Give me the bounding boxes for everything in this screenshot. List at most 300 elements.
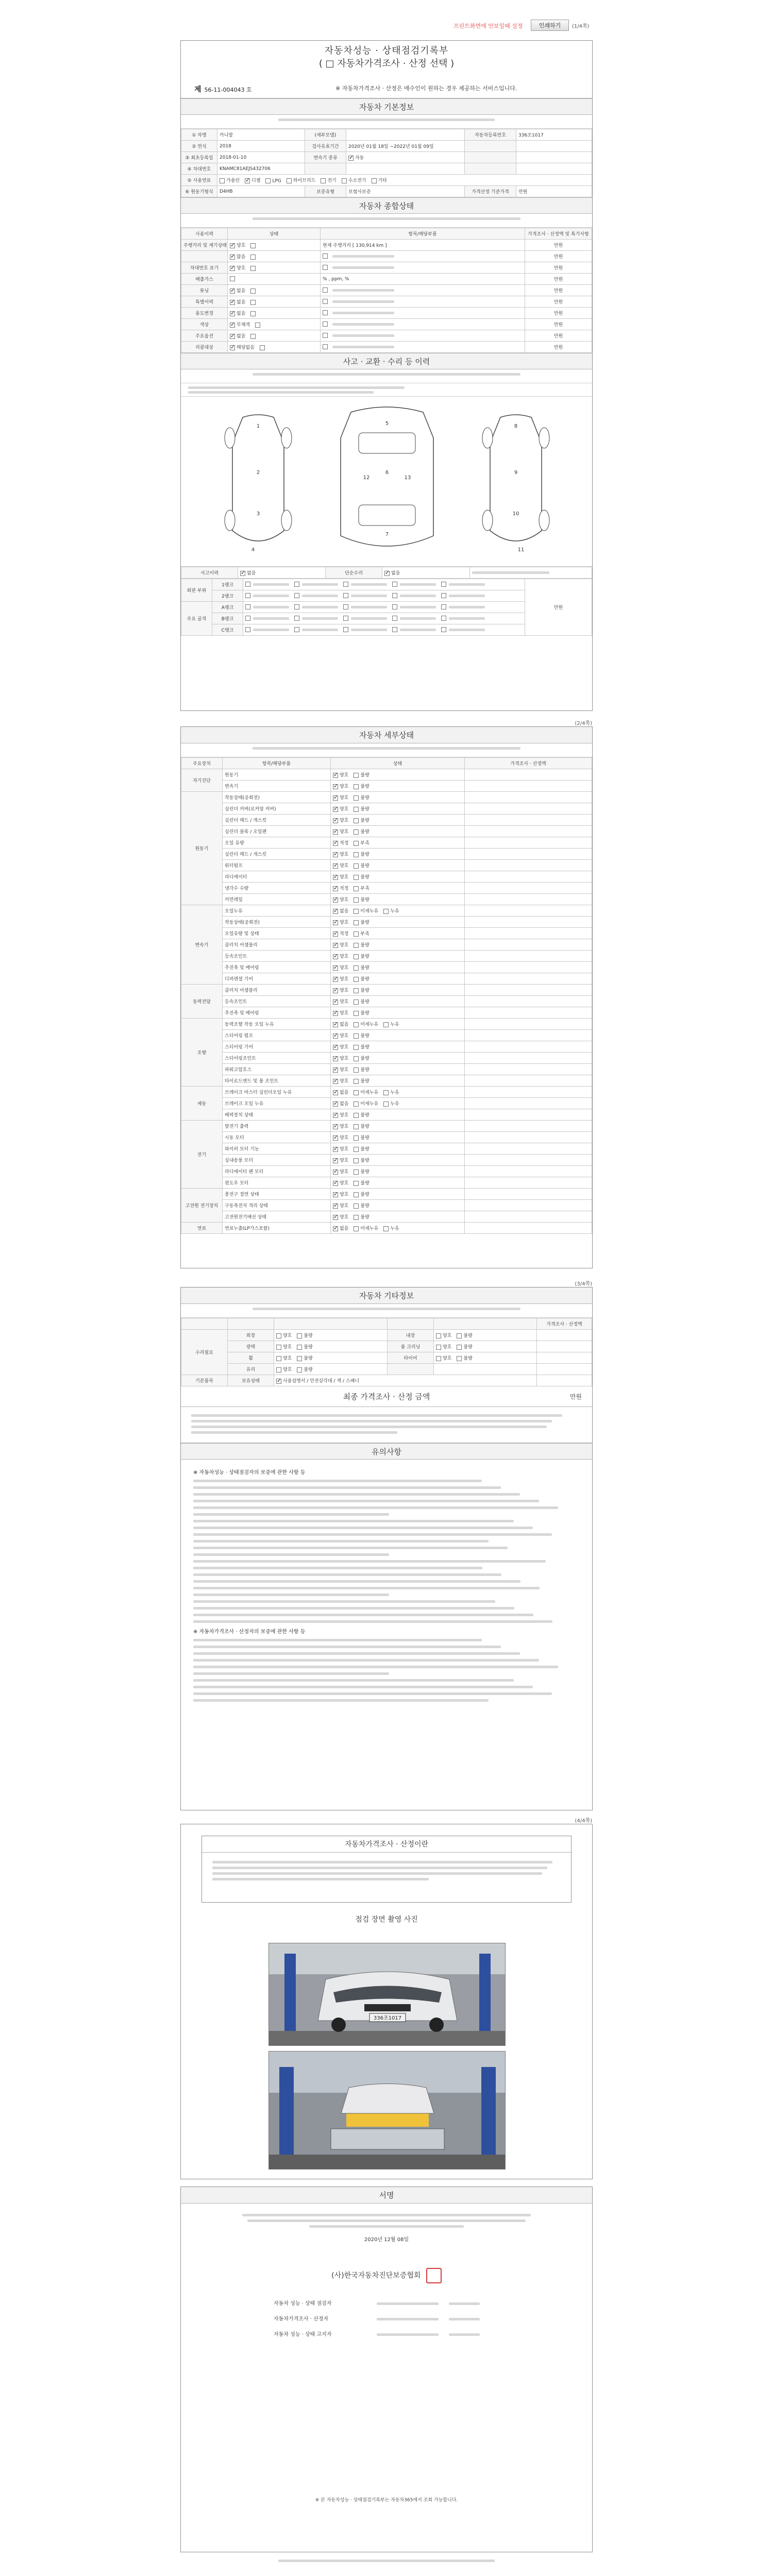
other-info-row xyxy=(181,1364,592,1375)
record-page-4 xyxy=(180,1818,593,2179)
details-state xyxy=(331,769,465,781)
option: 미세누유 xyxy=(354,1225,378,1231)
note-line xyxy=(193,1659,539,1662)
option: 양호 xyxy=(276,1354,292,1361)
option: 불량 xyxy=(354,896,369,903)
details-price xyxy=(465,837,592,849)
details-item-label: 타이로드엔드 및 볼 조인트 xyxy=(223,1075,331,1087)
checkbox xyxy=(392,604,397,609)
option: 불량 xyxy=(297,1343,312,1350)
fuel-option: 전기 xyxy=(321,177,336,183)
basic-info-title: 자동차 기본정보 xyxy=(181,98,592,115)
summary-detail xyxy=(321,262,525,274)
details-state xyxy=(331,1200,465,1211)
other-info-label: 유리 xyxy=(228,1364,274,1375)
other-info-table xyxy=(181,1318,592,1386)
checkbox xyxy=(333,1045,338,1050)
option: ✓ 양호 xyxy=(333,1111,348,1118)
summary-row xyxy=(181,342,592,353)
option: ✓ 양호 xyxy=(333,783,348,789)
signature-row xyxy=(274,2327,499,2343)
details-price xyxy=(465,905,592,917)
document-header xyxy=(181,41,592,98)
checkbox xyxy=(333,875,338,880)
details-item-label: 디퍼렌셜 기어 xyxy=(223,973,331,985)
state-option: ✓ 없음 xyxy=(230,298,245,305)
checkbox xyxy=(354,931,359,937)
basic-info-value xyxy=(516,163,592,175)
checkbox xyxy=(323,253,328,259)
other-info-row xyxy=(181,1341,592,1352)
note-line xyxy=(193,1500,539,1502)
checkbox xyxy=(250,289,256,294)
summary-price: 만원 xyxy=(525,308,592,319)
summary-row-label: 차대번호 표기 xyxy=(181,262,228,274)
checkbox xyxy=(441,593,446,598)
signature-role: 자동차가격조사 · 산정자 xyxy=(274,2316,329,2322)
option: ✓ 양호 xyxy=(333,896,348,903)
basic-info-row xyxy=(181,141,592,152)
checkbox xyxy=(354,863,359,869)
details-price xyxy=(465,985,592,996)
appraisal-explanation-box xyxy=(201,1836,572,1903)
basic-info-row xyxy=(181,163,592,175)
signature-row xyxy=(274,2312,499,2327)
basic-info-note xyxy=(181,118,592,129)
checkbox xyxy=(354,988,359,993)
basic-info-row xyxy=(181,129,592,141)
details-row xyxy=(181,905,592,917)
checkbox xyxy=(354,954,359,959)
checkbox xyxy=(297,1356,302,1361)
details-group-label: 동력전달 xyxy=(181,985,223,1019)
option: 미세누유 xyxy=(354,1089,378,1095)
checkbox xyxy=(245,627,250,632)
checkbox xyxy=(383,1101,389,1107)
state-option xyxy=(250,255,257,260)
details-price xyxy=(465,939,592,951)
details-state xyxy=(331,1189,465,1200)
note-line xyxy=(193,1692,552,1695)
state-option xyxy=(260,345,266,351)
option: 누유 xyxy=(383,1021,399,1027)
option: ✓ 양호 xyxy=(333,1066,348,1073)
details-state xyxy=(331,1177,465,1189)
option: 불량 xyxy=(354,1111,369,1118)
inspection-photo-rear xyxy=(268,2051,506,2170)
checkbox xyxy=(333,807,338,812)
checkbox xyxy=(333,863,338,869)
note-line xyxy=(193,1600,495,1603)
summary-state xyxy=(228,240,321,251)
wheel-outline xyxy=(281,428,292,448)
fuel-option: 가솔린 xyxy=(220,177,240,183)
checkbox xyxy=(354,897,359,903)
details-price xyxy=(465,769,592,781)
details-state xyxy=(331,792,465,803)
summary-col-header: 사용이력 xyxy=(181,228,228,240)
details-state xyxy=(331,781,465,792)
checkbox xyxy=(333,999,338,1005)
basic-info-row xyxy=(181,152,592,163)
checkbox xyxy=(260,345,265,350)
checkbox xyxy=(354,1181,359,1186)
checkbox xyxy=(297,1345,302,1350)
option: 불량 xyxy=(354,1134,369,1141)
rank-label: B랭크 xyxy=(212,613,243,624)
details-state xyxy=(331,871,465,883)
checkbox xyxy=(354,965,359,971)
details-row xyxy=(181,860,592,871)
basic-info-value: 2020년 01월 18일 ~2022년 01월 09일 xyxy=(346,141,465,152)
details-price xyxy=(465,826,592,837)
appraisal-explanation-text xyxy=(202,1853,571,1889)
signature-title: 서명 xyxy=(181,2187,592,2204)
checkbox xyxy=(230,323,235,328)
checkbox xyxy=(250,243,256,248)
checkbox xyxy=(354,920,359,925)
windshield-outline xyxy=(359,433,415,453)
other-info-state xyxy=(274,1375,537,1386)
details-item-label: 추진축 및 베어링 xyxy=(223,962,331,973)
checkbox xyxy=(333,1204,338,1209)
checkbox xyxy=(333,818,338,823)
option: 부족 xyxy=(354,930,369,937)
details-item-label: 실내송풍 모터 xyxy=(223,1155,331,1166)
option: 불량 xyxy=(457,1332,472,1338)
option: ✓ 양호 xyxy=(333,873,348,880)
note-line xyxy=(193,1560,546,1563)
checkbox xyxy=(333,1056,338,1061)
details-item-label: 윈도우 모터 xyxy=(223,1177,331,1189)
details-price xyxy=(465,815,592,826)
option: ✓ 양호 xyxy=(333,1191,348,1197)
state-option: ✓ 양호 xyxy=(230,242,245,248)
diagram-part-number: 9 xyxy=(514,470,518,476)
summary-state xyxy=(228,262,321,274)
option: ✓ 양호 xyxy=(333,953,348,959)
basic-info-label: ① 차명 xyxy=(181,129,217,141)
fuel-option: 하이브리드 xyxy=(287,177,315,183)
diagram-part-number: 1 xyxy=(256,423,260,429)
details-item-label: 실린더 커버(로커암 커버) xyxy=(223,803,331,815)
checkbox xyxy=(294,593,299,598)
checkbox xyxy=(333,1158,338,1163)
details-row xyxy=(181,1177,592,1189)
note-line xyxy=(193,1580,520,1583)
details-group-label: 자기진단 xyxy=(181,769,223,792)
checkbox xyxy=(372,178,377,183)
fuel-option: 기타 xyxy=(372,177,387,183)
details-price xyxy=(465,1211,592,1223)
option: ✓ 양호 xyxy=(333,1168,348,1175)
option: ✓ 양호 xyxy=(333,964,348,971)
details-row xyxy=(181,962,592,973)
details-state xyxy=(331,951,465,962)
other-info-state xyxy=(434,1330,537,1341)
summary-row-label: 주행거리 및 계기상태 xyxy=(181,240,228,251)
details-row xyxy=(181,883,592,894)
option: ✓ 양호 xyxy=(333,805,348,812)
checkbox xyxy=(354,818,359,823)
checkbox xyxy=(354,1158,359,1163)
checkbox xyxy=(323,321,328,327)
state-option xyxy=(250,311,257,317)
note-line xyxy=(193,1679,514,1682)
details-price xyxy=(465,871,592,883)
details-price xyxy=(465,1064,592,1075)
details-group-label: 제동 xyxy=(181,1087,223,1121)
document-number: 제 56-11-004043 호 xyxy=(194,86,252,94)
details-row xyxy=(181,792,592,803)
checkbox xyxy=(354,807,359,812)
details-row xyxy=(181,871,592,883)
option: 미세누유 xyxy=(354,1021,378,1027)
summary-col-header: 가격조사 · 산정액 및 특기사항 xyxy=(525,228,592,240)
license-plate: 336조1017 xyxy=(373,2015,402,2021)
other-info-state xyxy=(434,1352,537,1364)
details-price xyxy=(465,1166,592,1177)
inspection-photo-title: 점검 장면 촬영 사진 xyxy=(355,1916,418,1924)
details-price xyxy=(465,996,592,1007)
option: ✓ 양호 xyxy=(333,1202,348,1209)
wheel-outline xyxy=(482,428,493,448)
summary-row xyxy=(181,274,592,285)
checkbox xyxy=(343,604,348,609)
checkbox xyxy=(230,334,235,339)
details-item-label: 동력조향 작동 오일 누유 xyxy=(223,1019,331,1030)
checkbox xyxy=(294,604,299,609)
accident-note xyxy=(181,373,592,383)
option: 불량 xyxy=(354,1179,369,1186)
details-row xyxy=(181,1064,592,1075)
rank-label: 1랭크 xyxy=(212,579,243,590)
details-item-label: 등속조인트 xyxy=(223,996,331,1007)
state-option xyxy=(250,289,257,294)
print-button[interactable]: 인쇄하기 xyxy=(531,20,569,31)
basic-info-label: 검사유효기간 xyxy=(305,141,346,152)
checkbox xyxy=(276,1345,281,1350)
document-subtitle: ( □ 자동차가격조사 · 산정 선택 ) xyxy=(318,58,455,69)
checkbox xyxy=(265,178,271,183)
rank-parts xyxy=(243,613,525,624)
details-item-label: 스티어링 펌프 xyxy=(223,1030,331,1041)
checkbox xyxy=(354,1033,359,1039)
page-number: (4/4쪽) xyxy=(575,1818,592,1824)
state-option xyxy=(250,266,257,272)
option: 불량 xyxy=(354,998,369,1005)
option: ✓ 양호 xyxy=(333,1123,348,1129)
checkbox xyxy=(441,627,446,632)
option: 불량 xyxy=(354,1009,369,1016)
option: ✓ 사용설명서 / 안전삼각대 / 잭 / 스패너 xyxy=(276,1377,359,1384)
checkbox xyxy=(342,178,347,183)
details-row xyxy=(181,815,592,826)
checkbox xyxy=(333,954,338,959)
option: ✓ 양호 xyxy=(333,975,348,982)
checkbox xyxy=(333,1170,338,1175)
print-notice-link[interactable]: 프린트화면에 안보일때 설정 xyxy=(453,23,523,29)
note-line xyxy=(193,1540,489,1543)
details-price xyxy=(465,1098,592,1109)
option: ✓ 적정 xyxy=(333,930,348,937)
details-state xyxy=(331,1007,465,1019)
page-number: (3/4쪽) xyxy=(575,1281,592,1287)
checkbox xyxy=(441,616,446,621)
details-item-label: 클러치 어셈블리 xyxy=(223,985,331,996)
basic-info-table xyxy=(181,129,592,197)
checkbox xyxy=(354,1136,359,1141)
details-price xyxy=(465,1189,592,1200)
checkbox xyxy=(333,841,338,846)
details-item-label: 스티어링 기어 xyxy=(223,1041,331,1053)
option: 불량 xyxy=(354,1145,369,1152)
option: 불량 xyxy=(354,1066,369,1073)
details-price xyxy=(465,1019,592,1030)
checkbox xyxy=(294,582,299,587)
details-group-label: 고전원 전기장치 xyxy=(181,1189,223,1223)
basic-info-label: 변속기 종류 xyxy=(305,152,346,163)
details-price xyxy=(465,1223,592,1234)
summary-row xyxy=(181,319,592,330)
note-line xyxy=(193,1699,489,1702)
checkbox xyxy=(343,593,348,598)
record-page-5 xyxy=(180,2187,593,2552)
basic-info-value: 보험사보증 xyxy=(346,186,465,197)
signature-statement xyxy=(181,2204,592,2265)
diagram-part-number: 12 xyxy=(363,475,370,481)
details-item-label: 등속조인트 xyxy=(223,951,331,962)
checkbox xyxy=(333,1192,338,1197)
rank-parts xyxy=(243,579,525,590)
summary-detail xyxy=(321,342,525,353)
option: ✓ 없음 xyxy=(333,907,348,914)
details-price xyxy=(465,1143,592,1155)
option: ✓ 양호 xyxy=(333,862,348,869)
details-state xyxy=(331,1087,465,1098)
option: ✓ 양호 xyxy=(333,851,348,857)
state-option xyxy=(250,334,257,340)
basic-info-label: 가격산정 기준가격 xyxy=(465,186,516,197)
checkbox xyxy=(354,1192,359,1197)
details-state xyxy=(331,1143,465,1155)
checkbox xyxy=(333,977,338,982)
details-state xyxy=(331,894,465,905)
details-group-label: 변속기 xyxy=(181,905,223,985)
details-state xyxy=(331,939,465,951)
checkbox xyxy=(245,582,250,587)
details-state xyxy=(331,826,465,837)
details-row xyxy=(181,1109,592,1121)
basic-info-value xyxy=(346,152,465,163)
summary-row-label: 리콜대상 xyxy=(181,342,228,353)
other-info-row xyxy=(181,1352,592,1364)
checkbox xyxy=(392,616,397,621)
note-line xyxy=(193,1520,514,1522)
summary-price: 만원 xyxy=(525,274,592,285)
record-page-3 xyxy=(180,1281,593,1810)
details-state xyxy=(331,849,465,860)
diagram-part-number: 7 xyxy=(385,532,389,537)
details-title: 자동차 세부상태 xyxy=(181,727,592,743)
diagram-part-number: 13 xyxy=(404,475,411,481)
other-info-state xyxy=(434,1364,537,1375)
state-option xyxy=(255,323,262,328)
fuel-option: LPG xyxy=(265,178,281,184)
checkbox xyxy=(354,875,359,880)
history-value-repair: ✓ 없음 xyxy=(382,567,470,579)
summary-state xyxy=(228,308,321,319)
checkbox xyxy=(354,1011,359,1016)
details-state xyxy=(331,928,465,939)
checkbox xyxy=(348,156,354,161)
summary-detail xyxy=(321,330,525,342)
details-state xyxy=(331,883,465,894)
checkbox xyxy=(441,604,446,609)
other-info-head xyxy=(181,1318,592,1330)
option: 누유 xyxy=(383,1100,399,1107)
details-row xyxy=(181,1166,592,1177)
checkbox xyxy=(230,311,235,316)
details-row xyxy=(181,917,592,928)
option: 불량 xyxy=(354,1157,369,1163)
summary-state xyxy=(228,274,321,285)
basic-info-value xyxy=(516,152,592,163)
basic-info-value: D4HB xyxy=(217,186,305,197)
basic-info-value xyxy=(346,129,465,141)
option: 양호 xyxy=(276,1366,292,1372)
diagram-part-number: 4 xyxy=(251,547,255,553)
checkbox xyxy=(354,999,359,1005)
summary-row xyxy=(181,296,592,308)
details-item-label: 원동기 xyxy=(223,769,331,781)
state-option: ✓ 양호 xyxy=(230,264,245,271)
checkbox xyxy=(245,604,250,609)
details-state xyxy=(331,815,465,826)
details-price xyxy=(465,894,592,905)
details-item-label: 워터펌프 xyxy=(223,860,331,871)
option: 양호 xyxy=(436,1343,451,1350)
checkbox xyxy=(392,593,397,598)
checkbox xyxy=(255,323,260,328)
details-state xyxy=(331,1166,465,1177)
checkbox xyxy=(250,311,256,316)
checkbox xyxy=(333,909,338,914)
details-item-label: 배력장치 상태 xyxy=(223,1109,331,1121)
checkbox xyxy=(333,1022,338,1027)
checkbox xyxy=(343,627,348,632)
details-price xyxy=(465,792,592,803)
details-price xyxy=(465,1007,592,1019)
basic-info-row xyxy=(181,175,592,186)
checkbox xyxy=(297,1333,302,1338)
state-option xyxy=(250,300,257,306)
option: ✓ 없음 xyxy=(333,1100,348,1107)
signature-role: 자동차 성능 · 상태 고지자 xyxy=(274,2332,332,2337)
option: ✓ 양호 xyxy=(333,794,348,801)
summary-price: 만원 xyxy=(525,251,592,262)
checkbox xyxy=(333,897,338,903)
diagram-part-number: 10 xyxy=(512,511,519,517)
option: ✓ 양호 xyxy=(333,1213,348,1220)
checkbox xyxy=(354,773,359,778)
details-item-label: 작동상태(공회전) xyxy=(223,792,331,803)
checkbox xyxy=(333,931,338,937)
history-note xyxy=(470,567,592,579)
summary-detail xyxy=(321,285,525,296)
summary-state xyxy=(228,319,321,330)
summary-row xyxy=(181,251,592,262)
